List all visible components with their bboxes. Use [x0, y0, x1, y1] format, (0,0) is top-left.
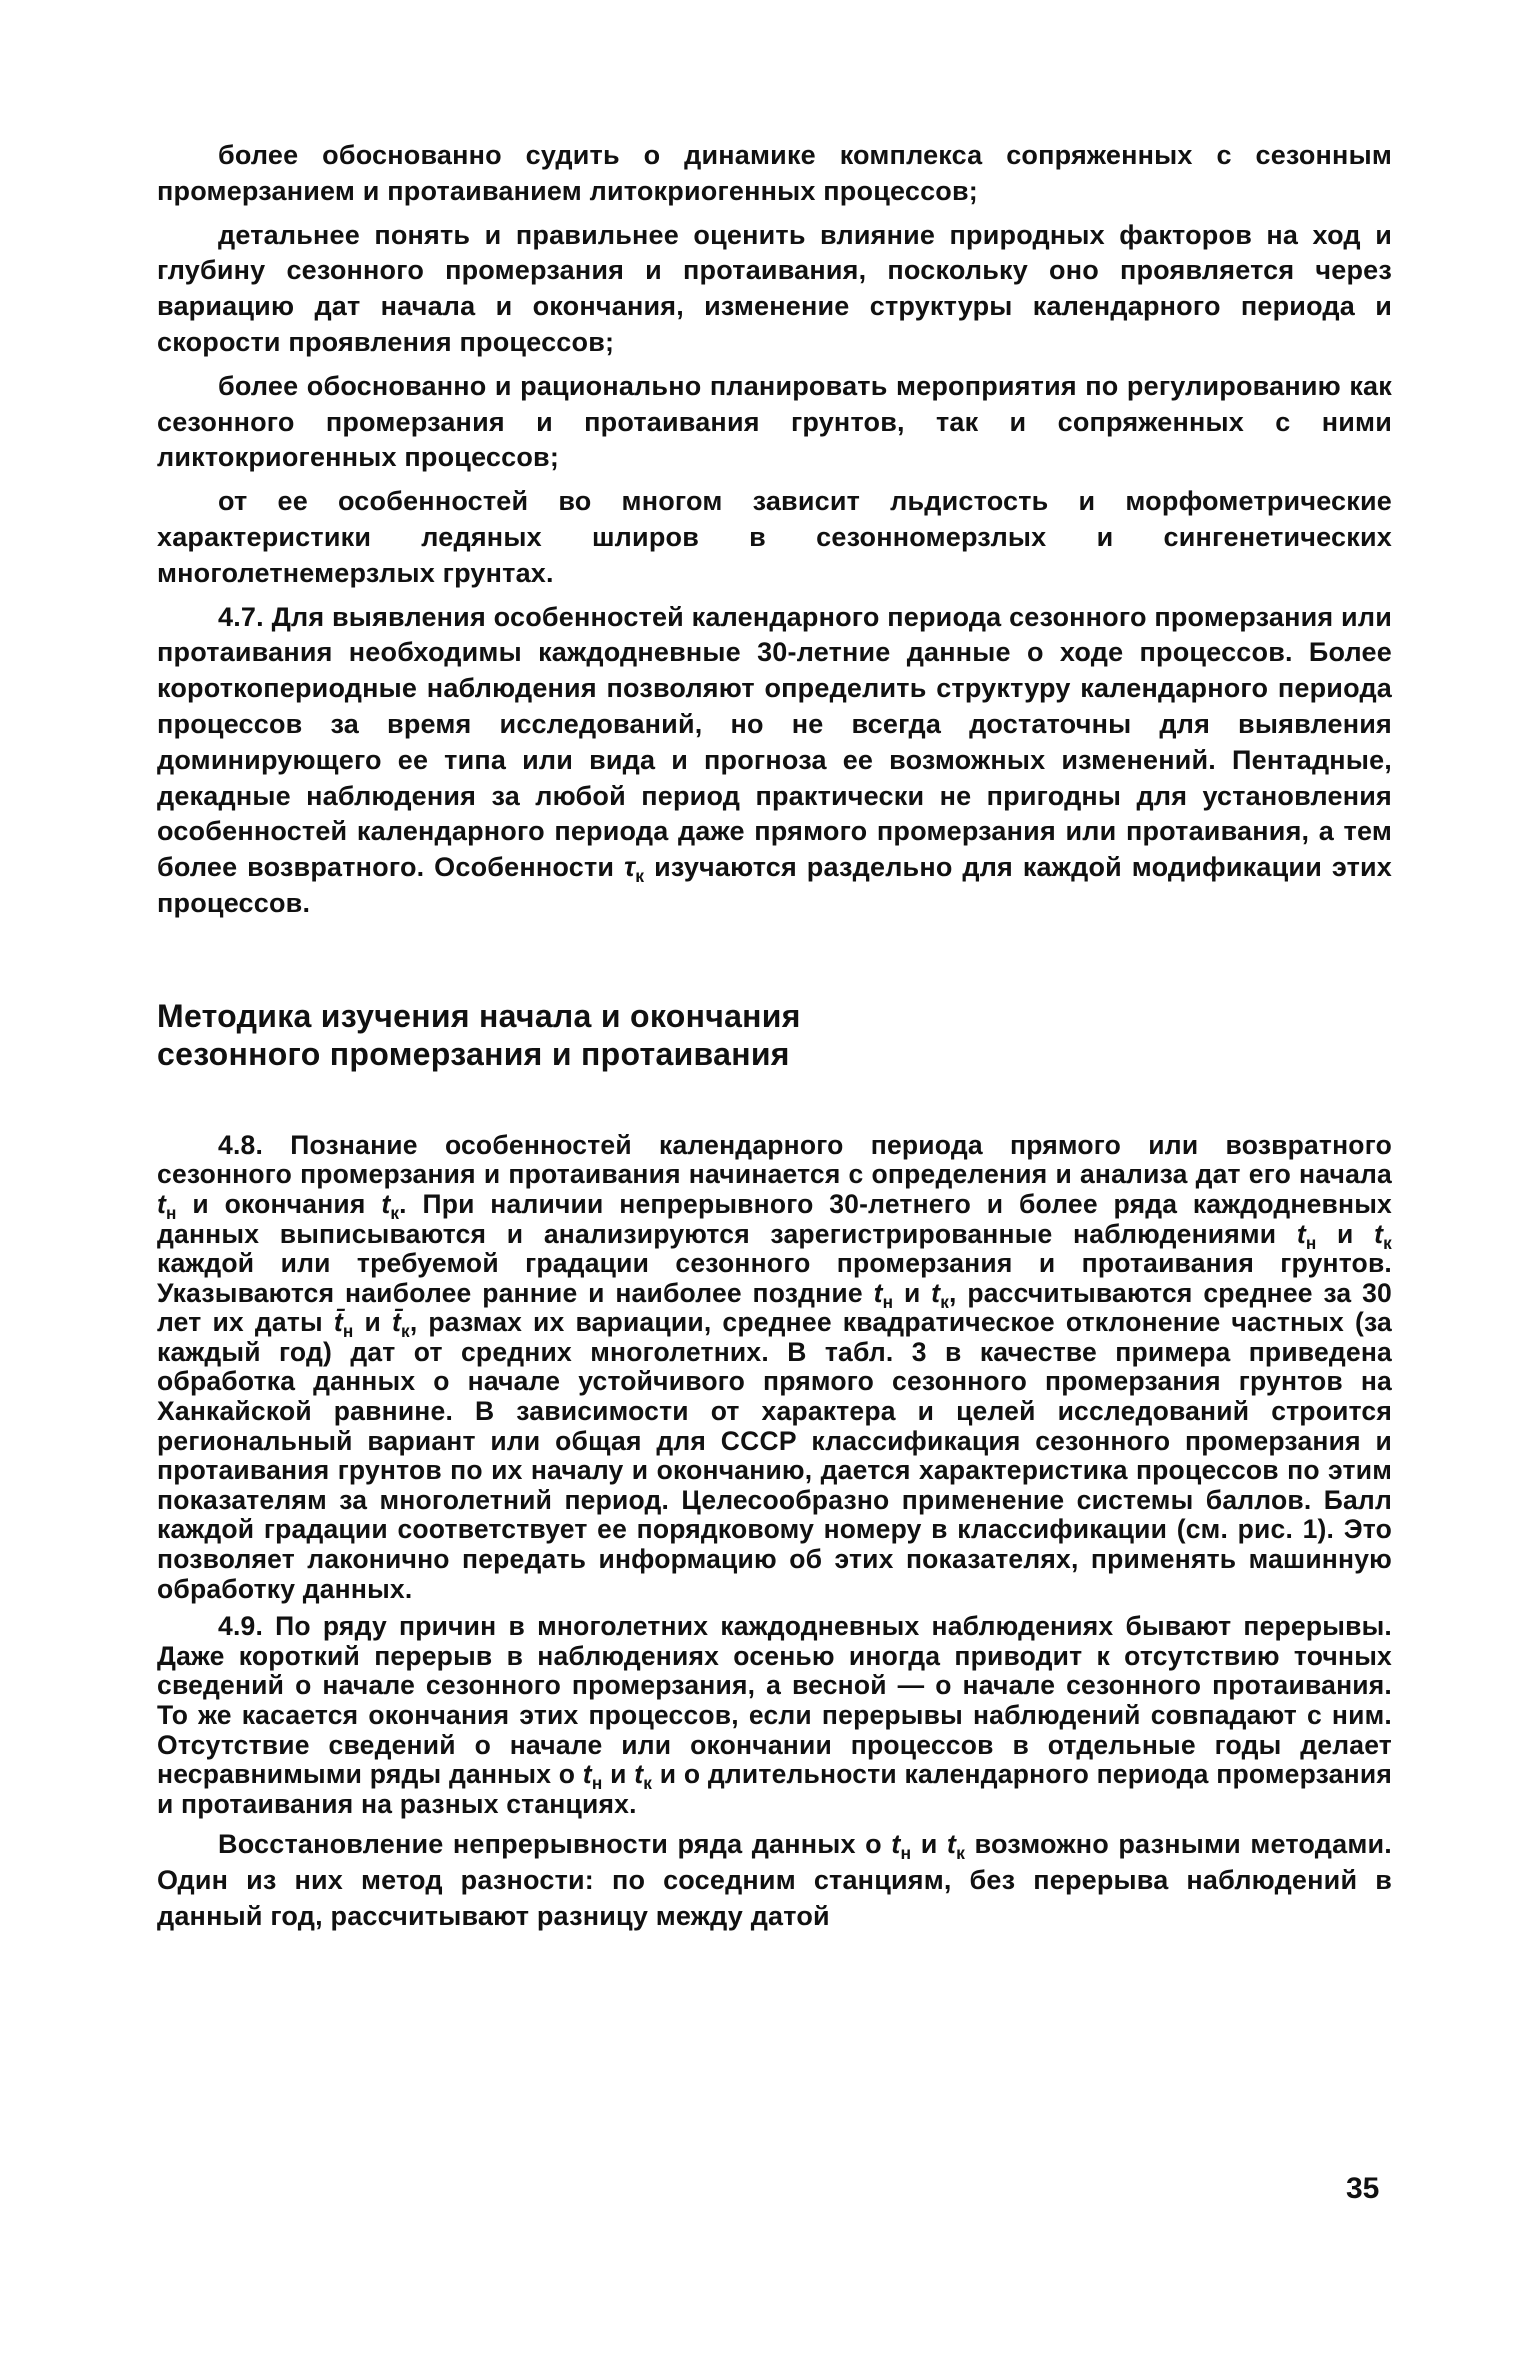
text-fragment: и [1337, 1218, 1354, 1249]
text-fragment: , размах их вариации, среднее квадратическое отклонение частных (за каждый год) дат от средних многолетних. В табл. 3 в качестве примера приведена обработка данных о начале устойчивого прямого сезонного промерзания грунтов на Ханкайской равнине. В зависимости от характера и целей исследований строится региональный вариант или общая для СССР классификация сезонного промерзания и протаивания грунтов по их началу и окончанию, дается характеристика процессов по этим показателям за многолетний период. Целесообразно применение системы баллов. Балл каждой градации соответствует ее порядковому номеру в классификации (см. рис. 1). Это позволяет лаконично передать информацию об этих показателях, применять машинную обработку данных. [157, 1307, 1392, 1604]
t-subscript: к [956, 1843, 966, 1864]
page-number: 35 [1346, 2172, 1380, 2205]
tau-symbol: τ [624, 852, 636, 883]
t-symbol: t [946, 1829, 957, 1860]
paragraph-4-7 [157, 600, 1392, 922]
t-subscript: к [643, 1773, 653, 1794]
t-symbol: t [157, 1188, 167, 1219]
t-subscript: н [342, 1321, 354, 1342]
text-fragment: Восстановление непрерывности ряда данных о [218, 1829, 882, 1860]
t-symbol: t [1296, 1218, 1306, 1249]
t-mean-symbol: t̄ [391, 1307, 401, 1338]
heading-line-2: сезонного промерзания и протаивания [157, 1035, 790, 1072]
t-subscript: н [882, 1291, 894, 1312]
t-subscript: к [390, 1202, 400, 1223]
tau-subscript: к [635, 866, 645, 887]
t-symbol: t [873, 1277, 883, 1308]
t-subscript: к [401, 1321, 410, 1342]
page-body [157, 138, 1392, 1935]
paragraph-dynamics: более обоснованно судить о динамике комплекса сопряженных с сезонным промерзанием и протаиванием литокриогенных процессов; [157, 140, 1392, 206]
text-fragment: и [920, 1829, 938, 1860]
paragraph-planning: более обоснованно и рационально планировать мероприятия по регулированию как сезонного промерзания и протаивания грунтов, так и сопряженных с ними ликтокриогенных процессов; [157, 370, 1392, 473]
text-fragment: Познание особенностей календарного периода прямого или возвратного сезонного промерзания и протаивания начинается с определения и анализа дат его начала [157, 1129, 1392, 1190]
heading-line-1: Методика изучения начала и окончания [157, 997, 801, 1034]
paragraph-restoration [157, 1827, 1392, 1934]
paragraph-4-9 [157, 1612, 1392, 1819]
text-fragment: возможно разными методами. Один из них метод разности: по соседним станциям, без перерыва наблюдений в данный год, рассчитывают разницу между датой [157, 1829, 1392, 1931]
text-fragment: и [364, 1307, 381, 1338]
section-number-4-7: 4.7. [218, 601, 264, 632]
t-symbol: t [891, 1829, 901, 1860]
paragraph-ice-content: от ее особенностей во многом зависит льдистость и морфометрические характеристики ледяных шлиров в сезонномерзлых и сингенетических многолетнемерзлых грунтах. [157, 486, 1392, 588]
section-4-7-text: Для выявления особенностей календарного периода сезонного промерзания или протаивания необходимы каждодневные 30-летние данные о ходе процессов. Более короткопериодные наблюдения позволяют определить структуру календарного периода процессов за время исследований, но не всегда достаточны для выявления доминирующего ее типа или вида и прогноза ее возможных изменений. Пентадные, декадные наблюдения за любой период практически не пригодны для установления особенностей календарного периода даже прямого промерзания или протаивания, а тем более возвратного. Особенности [157, 601, 1393, 883]
t-symbol: t [931, 1277, 941, 1308]
t-symbol: t [634, 1759, 644, 1790]
t-subscript: к [940, 1291, 950, 1312]
text-fragment: , рассчитываются среднее за 30 лет их даты [157, 1277, 1392, 1338]
section-heading [157, 997, 1392, 1073]
section-number-4-9: 4.9. [218, 1611, 264, 1642]
text-fragment: и окончания [192, 1188, 366, 1219]
t-symbol: t [381, 1188, 391, 1219]
t-subscript: н [166, 1202, 177, 1223]
t-subscript: н [1305, 1232, 1317, 1253]
t-mean-symbol: t̄ [333, 1307, 343, 1338]
text-fragment: и [903, 1277, 921, 1308]
t-subscript: н [591, 1773, 603, 1794]
paragraph-4-8 [157, 1131, 1392, 1605]
t-symbol: t [582, 1759, 592, 1790]
t-subscript: н [900, 1843, 912, 1864]
section-number-4-8: 4.8. [218, 1129, 264, 1160]
t-symbol: t [1374, 1218, 1384, 1249]
paragraph-factors: детальнее понять и правильнее оценить влияние природных факторов на ход и глубину сезонного промерзания и протаивания, поскольку оно проявляется через вариацию дат начала и окончания, изменение структуры календарного периода и скорости проявления процессов; [157, 219, 1392, 357]
text-fragment: По ряду причин в многолетних каждодневных наблюдениях бывают перерывы. Даже короткий перерыв в наблюдениях осенью иногда приводит к отсутствию точных сведений о начале сезонного промерзания, а весной — о начале сезонного протаивания. То же касается окончания этих процессов, если перерывы наблюдений совпадают с ним. Отсутствие сведений о начале или окончании процессов в отдельные годы делает несравнимыми ряды данных о [157, 1611, 1392, 1790]
text-fragment: и о длительности календарного периода промерзания и протаивания на разных станциях. [157, 1759, 1392, 1819]
t-subscript: к [1383, 1232, 1392, 1253]
section-4-7-text-end: изучаются раздельно для каждой модификации этих процессов. [157, 852, 1393, 918]
text-fragment: . При наличии непрерывного 30-летнего и более ряда каждодневных данных выписываются и анализируются зарегистрированные наблюдениями [157, 1188, 1392, 1249]
text-fragment: каждой или требуемой градации сезонного промерзания и протаивания грунтов. Указываются наиболее ранние и наиболее поздние [157, 1248, 1392, 1308]
text-fragment: и [610, 1759, 627, 1790]
